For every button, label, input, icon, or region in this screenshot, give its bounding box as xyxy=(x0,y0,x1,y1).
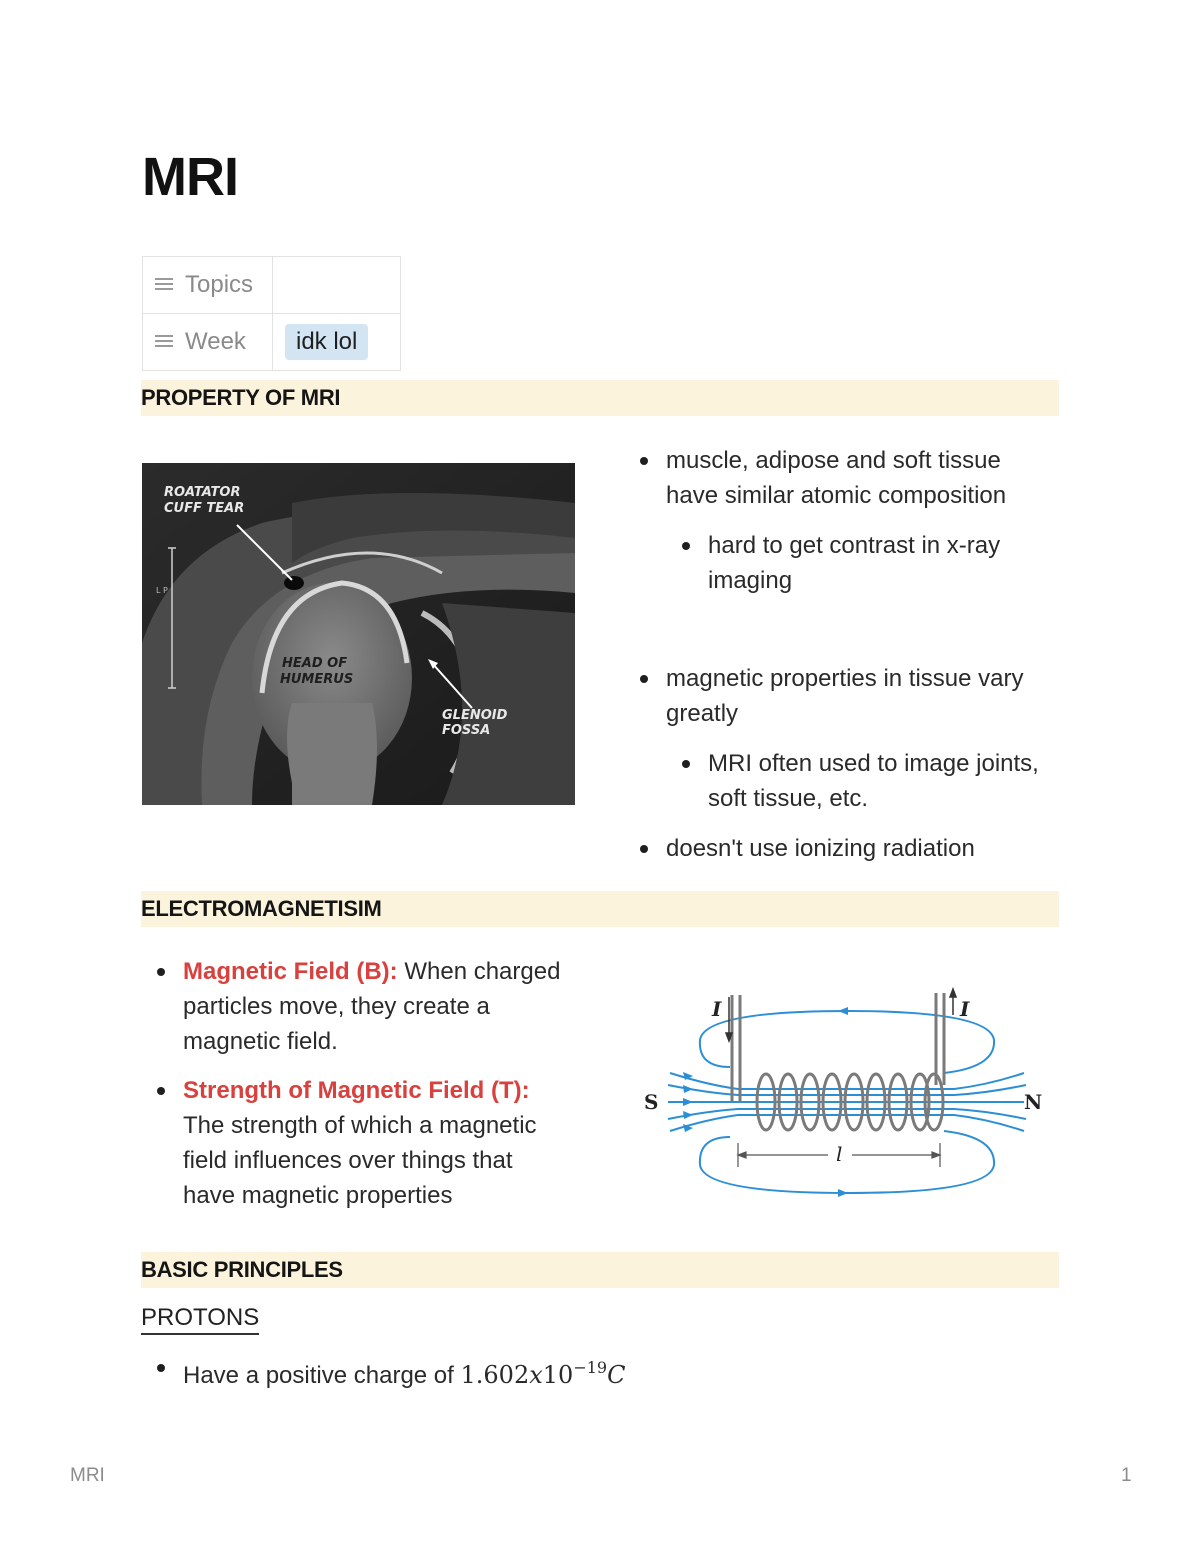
bullet-text: muscle, adipose and soft tissue xyxy=(666,447,1001,474)
list-item xyxy=(183,954,560,1059)
page-title: MRI xyxy=(142,147,238,207)
week-tag: idk lol xyxy=(285,324,368,360)
section-header-label: BASIC PRINCIPLES xyxy=(141,1257,343,1282)
charge-formula xyxy=(460,1358,626,1389)
bullet-text: have similar atomic composition xyxy=(666,482,1007,509)
bullet-text: magnetic properties in tissue vary xyxy=(666,665,1024,692)
formula-times: x xyxy=(529,1361,543,1389)
formula-mantissa: 1.602 xyxy=(460,1361,530,1389)
bullet-text: MRI often used to image joints, xyxy=(708,750,1039,777)
section-header-basic xyxy=(141,1252,1059,1288)
list-icon xyxy=(155,278,173,292)
bullet-dot xyxy=(157,968,165,976)
bullet-dot xyxy=(157,1087,165,1095)
property-row-topics xyxy=(143,257,401,314)
mri-label-side: L P xyxy=(156,586,168,595)
shoulder-mri-image xyxy=(142,463,575,805)
property-value-week[interactable] xyxy=(273,314,401,371)
list-item xyxy=(666,661,1024,731)
section-header-label: ELECTROMAGNETISIM xyxy=(141,896,382,921)
current-label-right: I xyxy=(960,997,970,1021)
field-lines xyxy=(668,1011,1026,1193)
bullet-dot xyxy=(682,760,690,768)
footer-page-number: 1 xyxy=(1121,1465,1132,1486)
list-icon xyxy=(155,335,173,349)
bullet-text: magnetic field. xyxy=(183,1028,338,1055)
property-key-label: Week xyxy=(185,328,246,355)
subheading-protons: PROTONS xyxy=(141,1303,259,1335)
current-label-left: I xyxy=(712,997,722,1021)
properties-table xyxy=(142,256,401,371)
property-key-label: Topics xyxy=(185,271,254,298)
term-magnetic-field: Magnetic Field (B): xyxy=(183,958,398,985)
bullet-text: The strength of which a magnetic xyxy=(183,1112,537,1139)
bullet-text: field influences over things that xyxy=(183,1147,513,1174)
list-item xyxy=(708,746,1039,816)
formula-unit: C xyxy=(607,1361,626,1389)
footer-doc-name: MRI xyxy=(70,1465,105,1486)
bullet-text: doesn't use ionizing radiation xyxy=(666,835,975,862)
formula-exponent: −19 xyxy=(573,1358,608,1377)
term-field-strength: Strength of Magnetic Field (T): xyxy=(183,1077,530,1104)
bullet-text: When charged xyxy=(397,958,561,985)
property-value-topics[interactable] xyxy=(273,257,401,314)
property-row-week xyxy=(143,314,401,371)
section-header-electro xyxy=(141,891,1059,927)
bullet-text: particles move, they create a xyxy=(183,993,490,1020)
bullet-text: greatly xyxy=(666,700,739,727)
bullet-text: have magnetic properties xyxy=(183,1182,453,1209)
bullet-text: imaging xyxy=(708,567,793,594)
property-key-topics xyxy=(143,257,273,314)
mri-label-glenoid-2: FOSSA xyxy=(442,723,491,738)
mri-label-head-2: HUMERUS xyxy=(280,672,354,687)
mri-label-tear-2: CUFF TEAR xyxy=(164,501,245,516)
mri-label-head-1: HEAD OF xyxy=(282,656,348,671)
formula-base: 10 xyxy=(542,1361,574,1389)
list-item xyxy=(183,1350,625,1393)
pole-north-label: N xyxy=(1024,1090,1043,1114)
mri-label-tear-1: ROATATOR xyxy=(164,485,241,500)
pole-south-label: S xyxy=(644,1090,659,1114)
bullet-dot xyxy=(157,1364,165,1372)
section-header-property xyxy=(141,380,1059,416)
mri-label-glenoid-1: GLENOID xyxy=(442,708,508,723)
solenoid-diagram xyxy=(638,985,1058,1200)
bullet-text: Have a positive charge of xyxy=(183,1362,461,1389)
bullet-dot xyxy=(640,845,648,853)
bullet-dot xyxy=(682,542,690,550)
bullet-dot xyxy=(640,675,648,683)
length-label: l xyxy=(836,1142,843,1166)
bullet-dot xyxy=(640,457,648,465)
section-header-label: PROPERTY OF MRI xyxy=(141,385,341,410)
bullet-text: soft tissue, etc. xyxy=(708,785,869,812)
bullet-text: hard to get contrast in x-ray xyxy=(708,532,1001,559)
list-item xyxy=(183,1073,537,1213)
list-item xyxy=(708,528,1000,598)
property-key-week xyxy=(143,314,273,371)
list-item xyxy=(666,443,1006,513)
list-item xyxy=(666,831,975,866)
